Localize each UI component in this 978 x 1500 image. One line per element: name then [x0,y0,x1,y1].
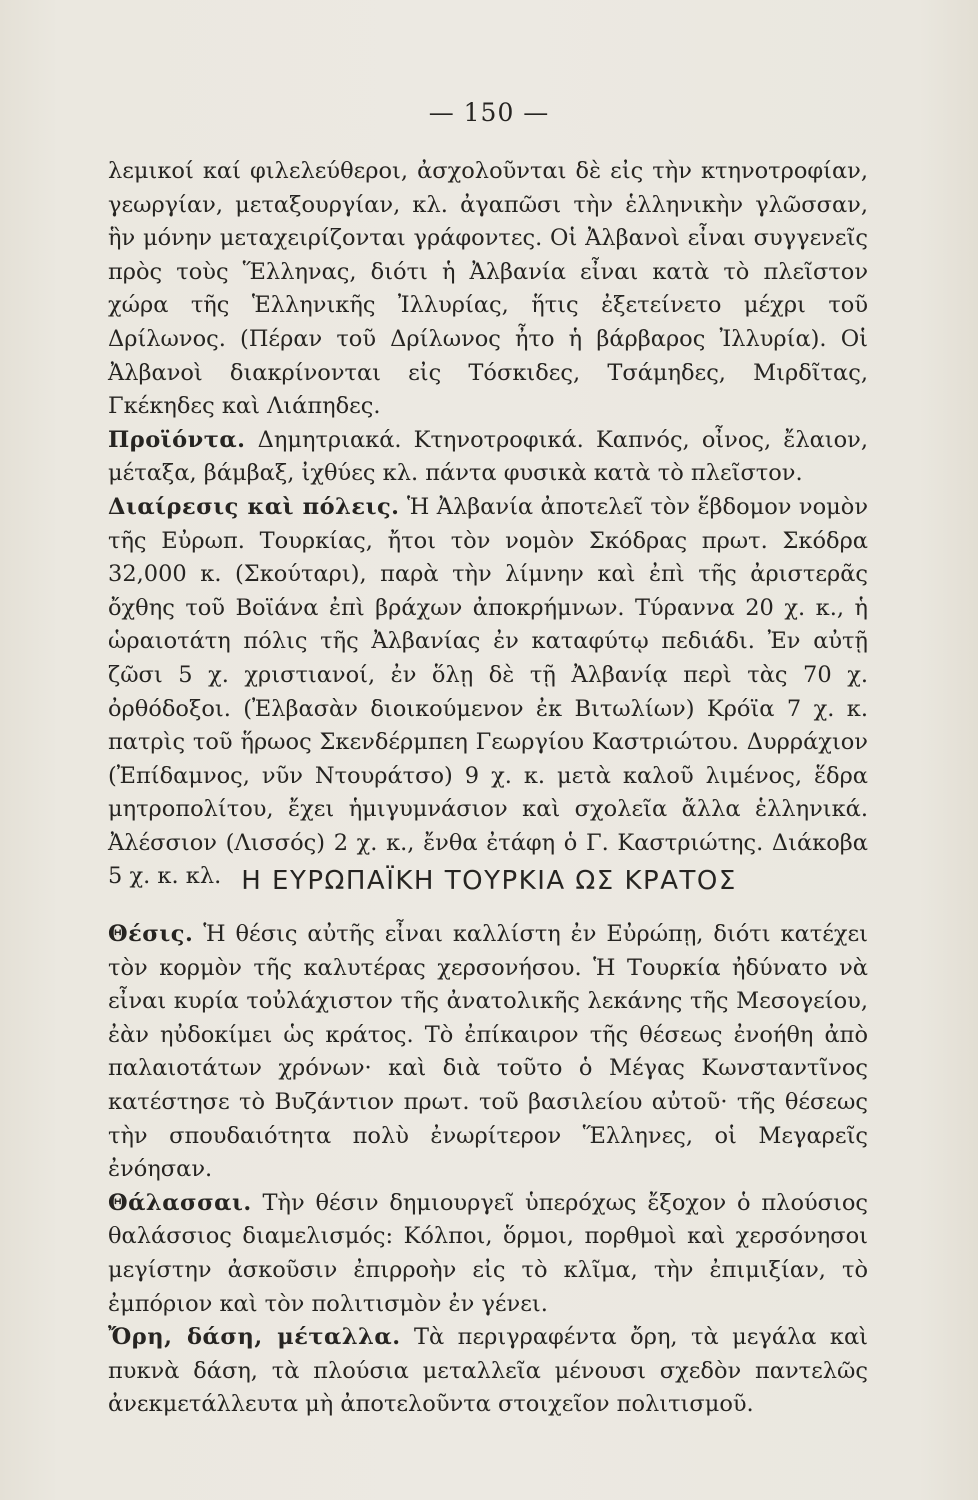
paragraph-text-seas: Τὴν θέσιν δημιουργεῖ ὑπερόχως ἔξοχον ὁ πλούσιος θαλάσσιος διαμελισμός: Κόλποι, ὅρμοι, πορθμοὶ καὶ χερσόνησοι μεγίστην ἀσκοῦσιν ἐπιρροὴν εἰς τὸ κλῖμα, τὴν ἐπιμιξίαν, τὸ ἐμπόριον καὶ τὸν πολιτισμὸν ἐν γένει. [108,1189,868,1317]
paragraph-seas [108,1187,868,1321]
text-block-albania [108,155,868,894]
paragraph-divisions [108,491,868,894]
paragraph-text-products: Δημητριακά. Κτηνοτροφικά. Καπνός, οἶνος, ἔλαιον, μέταξα, βάμβαξ, ἰχθύες κλ. πάντα φυσικὰ κατὰ τὸ πλεῖστον. [108,426,868,487]
paragraph-text-divisions: Ἡ Ἀλβανία ἀποτελεῖ τὸν ἕβδομον νομὸν τῆς Εὐρωπ. Τουρκίας, ἤτοι τὸν νομὸν Σκόδρας πρωτ. Σκόδρα 32,000 κ. (Σκούταρι), παρὰ τὴν λίμνην καὶ ἐπὶ τῆς ἀριστερᾶς ὄχθης τοῦ Βοϊάνα ἐπὶ βράχων ἀποκρήμνων. Τύραννα 20 χ. κ., ἡ ὡραιοτάτη πόλις τῆς Ἀλβανίας ἐν καταφύτῳ πεδιάδι. Ἐν αὐτῇ ζῶσι 5 χ. χριστιανοί, ἐν ὅλῃ δὲ τῇ Ἀλβανίᾳ περὶ τὰς 70 χ. ὀρθόδοξοι. (Ἐλβασὰν διοικούμενον ἐκ Βιτωλίων) Κρόϊα 7 χ. κ. πατρὶς τοῦ ἥρωος Σκενδέρμπεη Γεωργίου Καστριώτου. Δυρράχιον (Ἐπίδαμνος, νῦν Ντουράτσο) 9 χ. κ. μετὰ καλοῦ λιμένος, ἕδρα μητροπολίτου, ἔχει ἡμιγυμνάσιον καὶ σχολεῖα ἄλλα ἑλληνικά. Ἀλέσσιον (Λισσός) 2 χ. κ., ἔνθα ἐτάφη ὁ Γ. Καστριώτης. Διάκοβα 5 χ. κ. κλ. [108,493,868,890]
paragraph-albanians: λεμικοί καί φιλελεύθεροι, ἀσχολοῦνται δὲ εἰς τὴν κτηνοτροφίαν, γεωργίαν, μεταξουργίαν, κλ. ἀγαπῶσι τὴν ἑλληνικὴν γλῶσσαν, ἣν μόνην μεταχειρίζονται γράφοντες. Οἱ Ἀλβανοὶ εἶναι συγγενεῖς πρὸς τοὺς Ἕλληνας, διότι ἡ Ἀλβανία εἶναι κατὰ τὸ πλεῖστον χώρα τῆς Ἑλληνικῆς Ἰλλυρίας, ἥτις ἐξετείνετο μέχρι τοῦ Δρίλωνος. (Πέραν τοῦ Δρίλωνος ἦτο ἡ βάρβαρος Ἰλλυρία). Οἱ Ἀλβανοὶ διακρίνονται εἰς Τόσκιδες, Τσάμηδες, Μιρδῖτας, Γκέκηδες καὶ Λιάπηδες. [108,158,868,420]
paragraph-text-position: Ἡ θέσις αὐτῆς εἶναι καλλίστη ἐν Εὐρώπῃ, διότι κατέχει τὸν κορμὸν τῆς καλυτέρας χερσονήσου. Ἡ Τουρκία ἠδύνατο νὰ εἶναι κυρία τοὐλάχιστον τῆς ἀνατολικῆς λεκάνης τῆς Μεσογείου, ἐὰν ηὐδοκίμει ὡς κράτος. Τὸ ἐπίκαιρον τῆς θέσεως ἐνοήθη ἀπὸ παλαιοτάτων χρόνων· καὶ διὰ τοῦτο ὁ Μέγας Κωνσταντῖνος κατέστησε τὸ Βυζάντιον πρωτ. τοῦ βασιλείου αὐτοῦ· τῆς θέσεως τὴν σπουδαιότητα πολὺ ἐνωρίτερον Ἕλληνες, οἱ Μεγαρεῖς ἐνόησαν. [108,921,868,1183]
paragraph-lead-position: Θέσις. [108,921,194,947]
paragraph-lead-products: Προϊόντα. [108,426,246,453]
paragraph-text-mountains: Τὰ περιγραφέντα ὄρη, τὰ μεγάλα καὶ πυκνὰ δάση, τὰ πλούσια μεταλλεῖα μένουσι σχεδὸν παντελῶς ἀνεκμετάλλευτα μὴ ἀποτελοῦντα στοιχεῖον πολιτισμοῦ. [108,1324,868,1418]
paragraph-lead-mountains: Ὄρη, δάση, μέταλλα. [108,1324,401,1351]
paragraph-position [108,918,868,1187]
page-number: — 150 — [428,98,550,127]
paragraph-products [108,424,868,491]
paragraph-lead-seas: Θάλασσαι. [108,1189,252,1216]
paragraph-mountains [108,1321,868,1422]
section-heading: Η ΕΥΡΩΠΑΪΚΗ ΤΟΥΡΚΙΑ ΩΣ ΚΡΑΤΟΣ [241,866,737,896]
paragraph-lead-divisions: Διαίρεσις καὶ πόλεις. [108,493,400,520]
text-block-turkey [108,918,868,1422]
